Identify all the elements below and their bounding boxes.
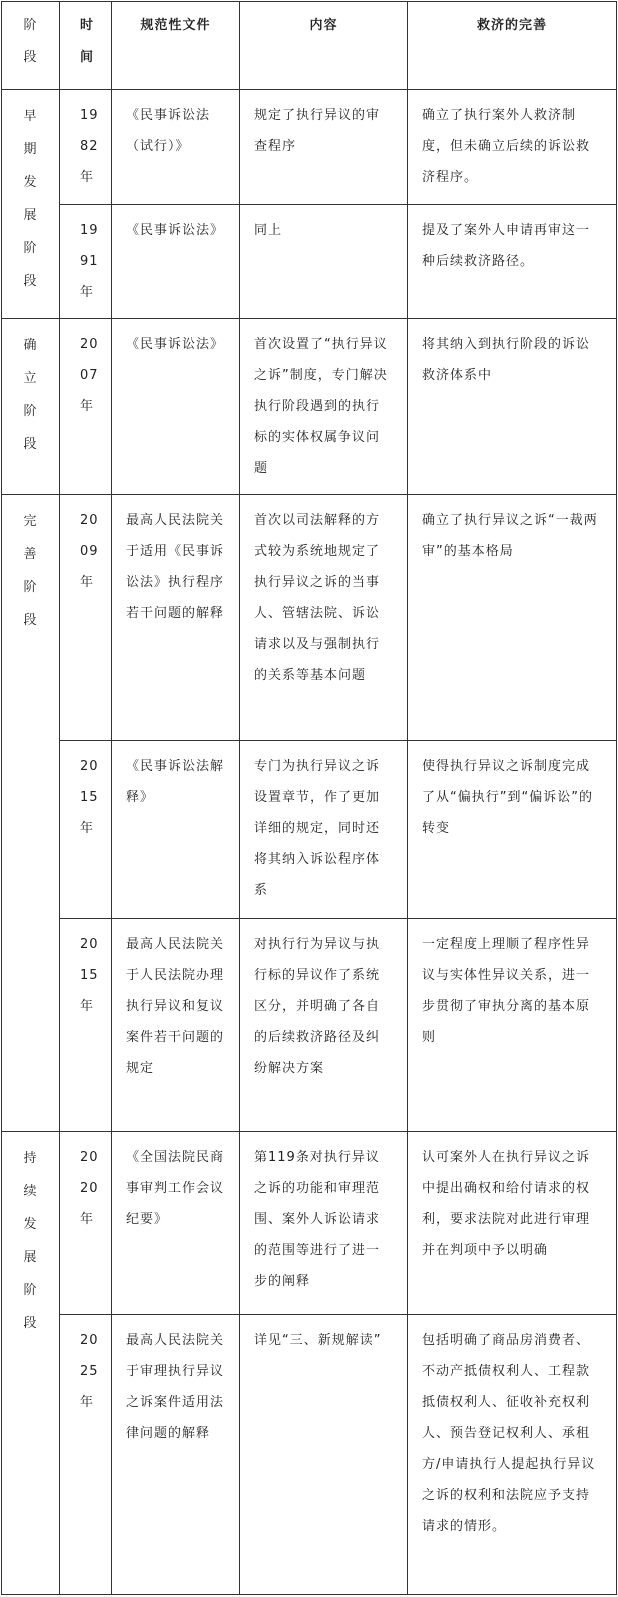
time-cell — [60, 1132, 112, 1315]
header-row — [2, 2, 617, 90]
table-row — [2, 205, 617, 319]
remedy-cell: 提及了案外人申请再审这一种后续救济路径。 — [408, 205, 617, 319]
stage-label: 确立阶段 — [23, 338, 38, 452]
time-part: 09 — [80, 544, 99, 559]
time-part: 20 — [80, 1181, 99, 1196]
remedy-cell: 使得执行异议之诉制度完成了从“偏执行”到“偏诉讼”的转变 — [408, 741, 617, 919]
content-cell: 第119条对执行异议之诉的功能和审理范围、案外人诉讼请求的范围等进行了进一步的阐释 — [240, 1132, 408, 1315]
time-part: 25 — [80, 1364, 99, 1379]
content-cell: 规定了执行异议的审查程序 — [240, 90, 408, 205]
header-stage-line: 段 — [23, 50, 38, 65]
time-part: 82 — [80, 139, 99, 154]
remedy-cell: 一定程度上理顺了程序性异议与实体性异议关系，进一步贯彻了审执分离的基本原则 — [408, 919, 617, 1132]
time-part: 年 — [80, 821, 95, 836]
header-time-line: 时 — [80, 18, 95, 33]
table-row — [2, 319, 617, 495]
time-cell — [60, 495, 112, 741]
stage-cell — [2, 1132, 60, 1595]
header-content: 内容 — [240, 2, 408, 90]
document-cell: 《民事诉讼法》 — [112, 205, 240, 319]
document-cell: 最高人民法院关于人民法院办理执行异议和复议案件若干问题的规定 — [112, 919, 240, 1132]
document-cell: 最高人民法院关于审理执行异议之诉案件适用法律问题的解释 — [112, 1315, 240, 1595]
time-part: 年 — [80, 1395, 95, 1410]
header-stage-line: 阶 — [23, 18, 38, 33]
time-part: 20 — [80, 1333, 99, 1348]
document-cell: 《全国法院民商事审判工作会议纪要》 — [112, 1132, 240, 1315]
time-part: 年 — [80, 285, 95, 300]
header-stage — [2, 2, 60, 90]
header-document: 规范性文件 — [112, 2, 240, 90]
legal-history-table — [1, 1, 617, 1595]
document-cell: 《民事诉讼法解释》 — [112, 741, 240, 919]
remedy-cell: 确立了执行异议之诉“一裁两审”的基本格局 — [408, 495, 617, 741]
remedy-cell: 包括明确了商品房消费者、不动产抵债权利人、工程款抵债权利人、征收补充权利人、预告登记权利人、承租方/申请执行人提起执行异议之诉的权利和法院应予支持请求的情形。 — [408, 1315, 617, 1595]
time-cell — [60, 1315, 112, 1595]
remedy-cell: 认可案外人在执行异议之诉中提出确权和给付请求的权利，要求法院对此进行审理并在判项中予以明确 — [408, 1132, 617, 1315]
time-part: 20 — [80, 759, 99, 774]
stage-cell — [2, 90, 60, 319]
content-cell: 首次设置了“执行异议之诉”制度，专门解决执行阶段遇到的执行标的实体权属争议问题 — [240, 319, 408, 495]
content-cell: 同上 — [240, 205, 408, 319]
remedy-cell: 将其纳入到执行阶段的诉讼救济体系中 — [408, 319, 617, 495]
header-time-line: 间 — [80, 50, 95, 65]
time-part: 15 — [80, 790, 99, 805]
time-part: 19 — [80, 223, 99, 238]
content-cell: 对执行行为异议与执行标的异议作了系统区分，并明确了各自的后续救济路径及纠纷解决方案 — [240, 919, 408, 1132]
time-part: 年 — [80, 1212, 95, 1227]
content-cell: 首次以司法解释的方式较为系统地规定了执行异议之诉的当事人、管辖法院、诉讼请求以及与强制执行的关系等基本问题 — [240, 495, 408, 741]
content-cell: 专门为执行异议之诉设置章节，作了更加详细的规定，同时还将其纳入诉讼程序体系 — [240, 741, 408, 919]
document-cell: 《民事诉讼法》 — [112, 319, 240, 495]
document-cell: 最高人民法院关于适用《民事诉讼法》执行程序若干问题的解释 — [112, 495, 240, 741]
time-part: 19 — [80, 108, 99, 123]
time-part: 年 — [80, 170, 95, 185]
time-cell — [60, 90, 112, 205]
table-row — [2, 1315, 617, 1595]
stage-label: 完善阶段 — [23, 514, 38, 628]
time-part: 91 — [80, 254, 99, 269]
document-cell: 《民事诉讼法（试行）》 — [112, 90, 240, 205]
time-part: 年 — [80, 999, 95, 1014]
time-part: 20 — [80, 337, 99, 352]
time-part: 15 — [80, 968, 99, 983]
time-part: 07 — [80, 368, 99, 383]
time-cell — [60, 319, 112, 495]
table-row — [2, 741, 617, 919]
time-part: 20 — [80, 937, 99, 952]
time-cell — [60, 919, 112, 1132]
remedy-cell: 确立了执行案外人救济制度，但未确立后续的诉讼救济程序。 — [408, 90, 617, 205]
table-row — [2, 495, 617, 741]
header-remedy: 救济的完善 — [408, 2, 617, 90]
stage-label: 持续发展阶段 — [23, 1151, 38, 1331]
table-row — [2, 90, 617, 205]
time-cell — [60, 741, 112, 919]
stage-cell — [2, 495, 60, 1132]
table-row — [2, 1132, 617, 1315]
time-part: 年 — [80, 399, 95, 414]
table-row — [2, 919, 617, 1132]
stage-label: 早期发展阶段 — [23, 109, 38, 289]
time-part: 20 — [80, 1150, 99, 1165]
header-time — [60, 2, 112, 90]
time-cell — [60, 205, 112, 319]
content-cell: 详见“三、新规解读” — [240, 1315, 408, 1595]
time-part: 年 — [80, 575, 95, 590]
time-part: 20 — [80, 513, 99, 528]
stage-cell — [2, 319, 60, 495]
